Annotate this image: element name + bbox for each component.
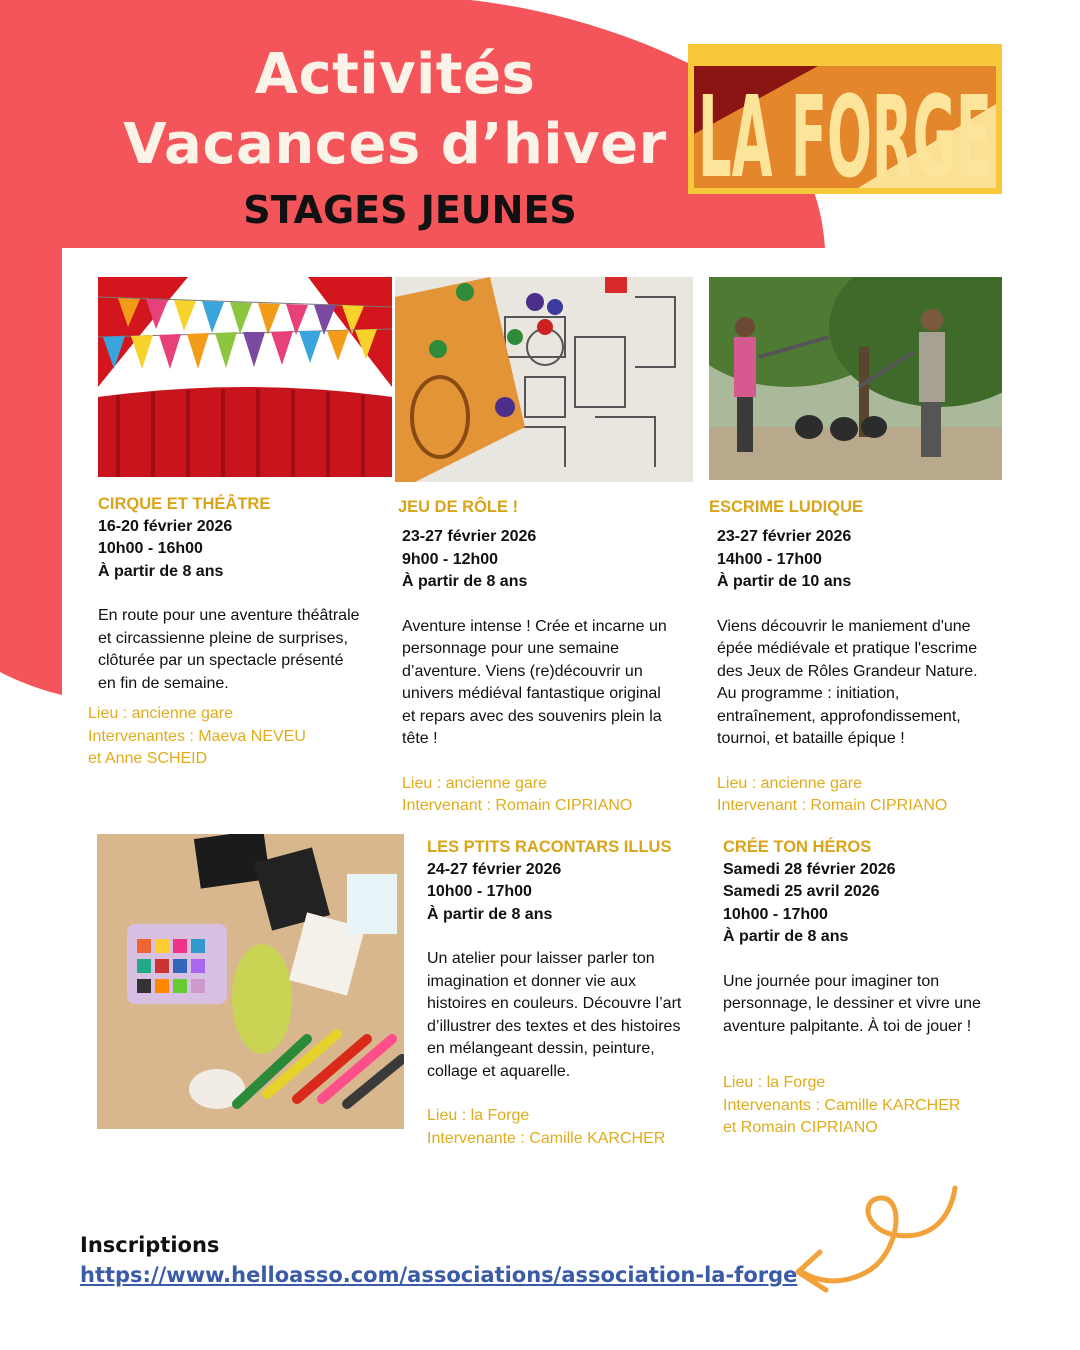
activity-age: À partir de 8 ans (402, 573, 528, 590)
activity-description: Au programme : initiation, (717, 685, 900, 702)
activity-age: À partir de 8 ans (427, 905, 553, 923)
activity-hours: 10h00 - 16h00 (98, 540, 203, 557)
activity-dates: 23-27 février 2026 (402, 528, 537, 545)
photo-jeu-de-role (395, 277, 693, 482)
activity-age: À partir de 8 ans (723, 928, 849, 945)
photo-racontars (97, 834, 404, 1129)
activity-description: collage et aquarelle. (427, 1062, 571, 1080)
activity-description: imagination et donner vie aux (427, 972, 637, 990)
activity-location: Lieu : ancienne gare (88, 705, 233, 722)
activity-title: LES PTITS RACONTARS ILLUS (427, 838, 672, 856)
photo-escrime (709, 277, 1002, 480)
activity-title: ESCRIME LUDIQUE (709, 498, 864, 516)
activity-description: personnage, le dessiner et vivre une (723, 995, 981, 1012)
activity-card-jeu-de-role (398, 496, 518, 519)
activity-description: tournoi, et bataille épique ! (717, 730, 905, 747)
activity-title: CIRQUE ET THÉÂTRE (98, 495, 271, 513)
inscriptions-label: Inscriptions (80, 1233, 220, 1257)
activity-speakers: Intervenantes : Maeva NEVEU (88, 727, 306, 745)
activity-description: entraînement, approfondissement, (717, 707, 961, 725)
activity-description: Une journée pour imaginer ton (723, 972, 940, 990)
activity-hours: 9h00 - 12h00 (402, 550, 499, 568)
activity-description: Aventure intense ! Crée et incarne un (402, 617, 667, 635)
page-subtitle: STAGES JEUNES (243, 188, 577, 232)
photo-cirque (98, 277, 392, 477)
activity-age: À partir de 8 ans (98, 562, 224, 580)
activity-description: tête ! (402, 730, 438, 747)
activity-speakers: Intervenant : Romain CIPRIANO (402, 797, 633, 814)
activity-dates: 23-27 février 2026 (717, 528, 852, 545)
activity-card-escrime (709, 496, 863, 519)
activity-description: et circassienne pleine de surprises, (98, 629, 348, 647)
activity-description: clôturée par un spectacle présenté (98, 652, 344, 669)
activity-description: aventure palpitante. À toi de jouer ! (723, 1017, 972, 1035)
activity-dates: Samedi 28 février 2026 (723, 860, 896, 878)
activity-title: CRÉE TON HÉROS (723, 838, 872, 856)
activity-details-escrime (717, 526, 978, 818)
activity-description: histoires en couleurs. Découvre l’art (427, 995, 682, 1012)
activity-dates: 24-27 février 2026 (427, 860, 562, 878)
curly-arrow-icon (780, 1180, 970, 1310)
activity-description: En route pour une aventure théâtrale (98, 607, 360, 624)
activity-description: épée médiévale et pratique l'escrime (717, 640, 978, 657)
la-forge-logo (688, 44, 1002, 194)
activity-dates-2: Samedi 25 avril 2026 (723, 883, 880, 900)
activity-title: JEU DE RÔLE ! (398, 498, 519, 516)
page-title-line1: Activités (254, 42, 536, 107)
activity-details-jeu-de-role (402, 526, 667, 818)
svg-text:LA FORGE: LA FORGE (698, 73, 992, 194)
activity-description: Un atelier pour laisser parler ton (427, 950, 655, 967)
activity-description: personnage pour une semaine (402, 640, 620, 657)
inscriptions-link[interactable]: https://www.helloasso.com/associations/association-la-forge (80, 1263, 798, 1287)
activity-dates: 16-20 février 2026 (98, 517, 233, 535)
activity-speakers: Intervenant : Romain CIPRIANO (717, 797, 948, 814)
activity-age: À partir de 10 ans (717, 573, 852, 590)
activity-description: en fin de semaine. (98, 674, 229, 692)
activity-description: d’aventure. Viens (re)découvrir un (402, 662, 643, 680)
activity-speakers: et Anne SCHEID (88, 750, 208, 767)
activity-speakers: et Romain CIPRIANO (723, 1119, 878, 1136)
activity-description: des Jeux de Rôles Grandeur Nature. (717, 662, 978, 680)
activity-location: Lieu : ancienne gare (402, 774, 547, 792)
activity-description: Viens découvrir le maniement d'une (717, 617, 971, 635)
activity-description: d’illustrer des textes et des histoires (427, 1017, 681, 1035)
activity-description: en mélangeant dessin, peinture, (427, 1040, 655, 1057)
activity-hours: 10h00 - 17h00 (723, 905, 828, 923)
activity-speakers: Intervenante : Camille KARCHER (427, 1129, 666, 1147)
activity-location: Lieu : la Forge (723, 1074, 826, 1091)
activity-hours: 10h00 - 17h00 (427, 883, 532, 900)
activity-card-cirque (98, 493, 360, 695)
activity-hours: 14h00 - 17h00 (717, 550, 822, 568)
activity-card-racontars (427, 836, 681, 1150)
activity-location: Lieu : ancienne gare (717, 774, 862, 792)
activity-speakers: Intervenants : Camille KARCHER (723, 1096, 961, 1114)
page-title-line2: Vacances d’hiver (123, 112, 667, 177)
activity-description: univers médiéval fantastique original (402, 685, 661, 702)
activity-card-heros (723, 836, 981, 1140)
activity-description: et repars avec des souvenirs plein la (402, 707, 662, 725)
activity-location: Lieu : la Forge (427, 1107, 530, 1124)
activity-info-cirque (88, 703, 306, 771)
